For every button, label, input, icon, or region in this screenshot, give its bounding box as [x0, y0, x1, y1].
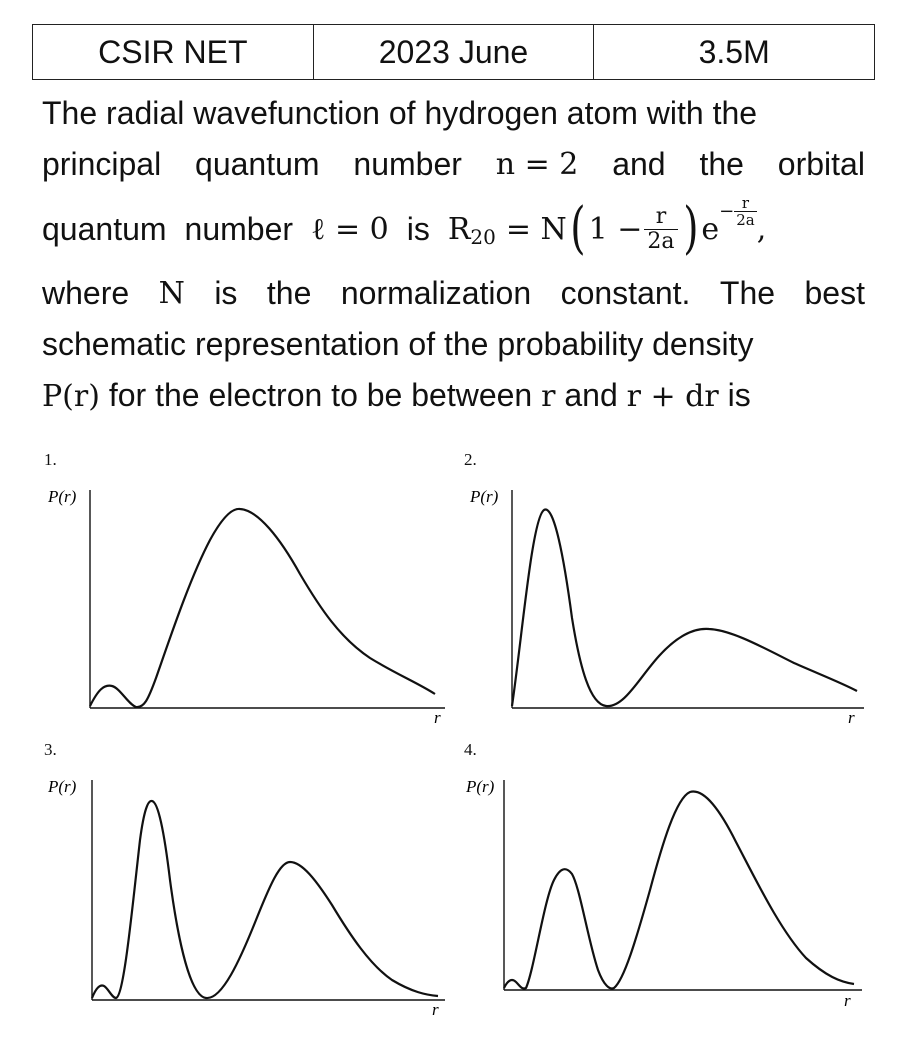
word: the: [699, 146, 744, 182]
word: quantum: [42, 210, 167, 247]
x-axis-label: r: [848, 708, 855, 727]
word: constant.: [560, 275, 691, 311]
exponent: − $\frac{r}{2a}$: [719, 193, 755, 229]
x-axis-label: r: [844, 991, 851, 1010]
exam-info-row: [33, 25, 875, 80]
marks-cell: 3.5M: [594, 25, 875, 80]
question-line-2: [42, 139, 865, 190]
y-axis-label: P(r): [466, 777, 495, 796]
option-2-chart: [464, 478, 874, 728]
question-line-6: P(r) for the electron to be between r and r + dr is: [42, 377, 751, 414]
word: where: [42, 275, 130, 311]
question-line-1: The radial wavefunction of hydrogen atom with the: [42, 95, 758, 131]
probability-density-curve: [92, 801, 438, 998]
option-4-plot[interactable]: [464, 770, 874, 1020]
probability-density-curve: [504, 792, 854, 989]
option-1-chart: [40, 478, 450, 728]
question-line-5: schematic representation of the probability density: [42, 326, 754, 362]
option-4-chart: [464, 770, 874, 1020]
option-2-number[interactable]: 2.: [464, 450, 477, 469]
normalization-symbol: N: [158, 276, 185, 311]
probability-density-symbol: P(r): [42, 379, 100, 414]
question-line-3: [42, 190, 865, 268]
option-3-plot[interactable]: [40, 770, 450, 1020]
word: quantum: [195, 146, 320, 182]
exam-name-cell: CSIR NET: [33, 25, 314, 80]
option-2-plot[interactable]: [464, 478, 874, 728]
y-axis-label: P(r): [48, 487, 77, 506]
question-text: [42, 88, 865, 422]
x-axis-label: r: [434, 708, 441, 727]
probability-density-curve: [512, 510, 857, 707]
option-3-number[interactable]: 3.: [44, 740, 57, 759]
orbital-quantum-number-math: ℓ = 0: [311, 211, 389, 247]
y-axis-label: P(r): [470, 487, 499, 506]
word: best: [804, 275, 865, 311]
question-line-4: [42, 268, 865, 319]
option-1-number[interactable]: 1.: [44, 450, 57, 469]
fraction-r-over-2a: $\frac{r}{2a}$: [644, 205, 677, 254]
word: principal: [42, 146, 162, 182]
word: number: [353, 146, 462, 182]
option-4-number[interactable]: 4.: [464, 740, 477, 759]
exam-info-table: [32, 24, 875, 80]
exam-session-cell: 2023 June: [313, 25, 594, 80]
word: the: [266, 275, 312, 311]
word: normalization: [340, 275, 532, 311]
x-axis-label: r: [432, 1000, 439, 1019]
probability-density-curve: [90, 509, 435, 707]
radial-wavefunction-formula: R 20 = N ( 1 − $\frac{r}{2a}$ ) e − $\frac{r}{2a}$ ,: [448, 201, 767, 257]
principal-quantum-number-math: n = 2: [495, 147, 579, 182]
word: is: [406, 210, 430, 247]
word: and: [612, 146, 666, 182]
y-axis-label: P(r): [48, 777, 77, 796]
word: The: [719, 275, 776, 311]
word: number: [184, 210, 294, 247]
word: is: [214, 275, 238, 311]
word: orbital: [777, 146, 865, 182]
option-3-chart: [40, 770, 450, 1020]
option-1-plot[interactable]: [40, 478, 450, 728]
